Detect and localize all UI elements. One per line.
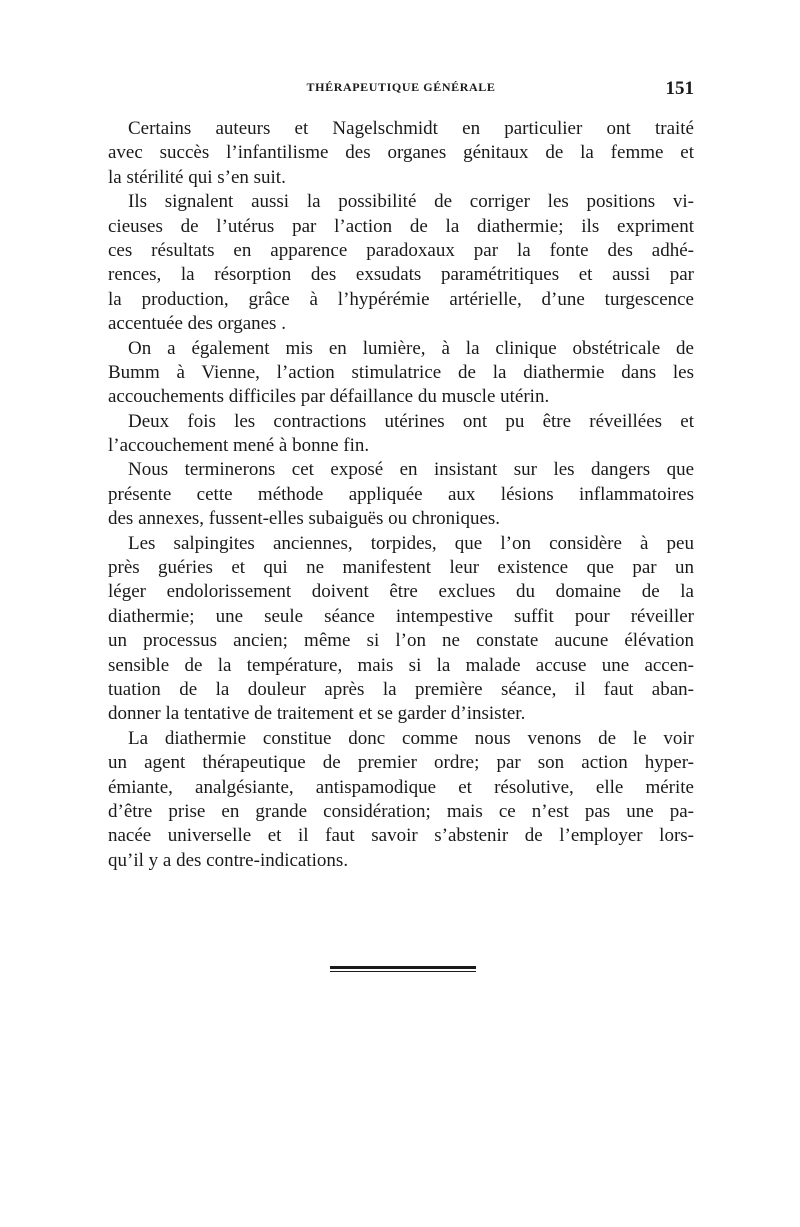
text-line: un processus ancien; même si l’on ne constate aucune élévation (108, 630, 694, 652)
body-text (108, 117, 694, 873)
text-line: cieuses de l’utérus par l’action de la diathermie; ils expriment (108, 215, 694, 237)
paragraph-5 (108, 458, 694, 531)
text-line: ces résultats en apparence paradoxaux par la fonte des adhé- (108, 239, 694, 261)
text-line: léger endolorissement doivent être exclues du domaine de la (108, 581, 694, 603)
text-line: Nous terminerons cet exposé en insistant sur les dangers que (128, 459, 694, 481)
text-line: Deux fois les contractions utérines ont pu être réveillées et (128, 410, 694, 432)
text-line: près guéries et qui ne manifestent leur existence que par un (108, 557, 694, 579)
text-line: accentuée des organes . (108, 313, 286, 335)
text-line: diathermie; une seule séance intempestive suffit pour réveiller (108, 605, 694, 627)
rule-thin-line (330, 971, 476, 972)
text-line: tuation de la douleur après la première séance, il faut aban- (108, 678, 694, 700)
text-line: qu’il y a des contre-indications. (108, 849, 349, 871)
paragraph-3 (108, 337, 694, 410)
running-head (108, 78, 694, 100)
text-line: présente cette méthode appliquée aux lésions inflammatoires (108, 483, 694, 505)
text-line: donner la tentative de traitement et se garder d’insister. (108, 703, 526, 725)
text-line: Bumm à Vienne, l’action stimulatrice de la diathermie dans les (108, 361, 694, 383)
text-line: Certains auteurs et Nagelschmidt en particulier ont traité (128, 118, 694, 139)
text-line: émiante, analgésiante, antispamodique et résolutive, elle mérite (108, 776, 694, 798)
text-line: Ils signalent aussi la possibilité de corriger les positions vi- (128, 191, 694, 213)
text-line: On a également mis en lumière, à la clinique obstétricale de (128, 337, 694, 359)
text-line: sensible de la température, mais si la malade accuse une accen- (108, 654, 694, 676)
text-line: La diathermie constitue donc comme nous venons de le voir (128, 727, 694, 749)
running-title: THÉRAPEUTIQUE GÉNÉRALE (306, 80, 496, 94)
end-of-chapter-rule (330, 966, 476, 972)
paragraph-4 (108, 410, 694, 459)
text-line: d’être prise en grande considération; mais ce n’est pas une pa- (108, 800, 694, 822)
text-line: un agent thérapeutique de premier ordre; par son action hyper- (108, 752, 694, 774)
text-line: des annexes, fussent-elles subaiguës ou chroniques. (108, 508, 501, 530)
rule-thick-line (330, 966, 476, 969)
page-number: 151 (665, 78, 694, 99)
paragraph-1 (108, 117, 694, 190)
text-line: la stérilité qui s’en suit. (108, 166, 286, 188)
text-line: nacée universelle et il faut savoir s’abstenir de l’employer lors- (108, 825, 694, 847)
text-line: l’accouchement mené à bonne fin. (108, 435, 370, 457)
text-line: accouchements difficiles par défaillance du muscle utérin. (108, 386, 550, 408)
paragraph-7 (108, 727, 694, 873)
paragraph-6 (108, 532, 694, 727)
text-line: avec succès l’infantilisme des organes génitaux de la femme et (108, 142, 694, 164)
text-line: Les salpingites anciennes, torpides, que l’on considère à peu (128, 532, 694, 554)
text-line: rences, la résorption des exsudats paramétritiques et aussi par (108, 264, 694, 286)
text-line: la production, grâce à l’hypérémie artérielle, d’une turgescence (108, 288, 694, 310)
paragraph-2 (108, 190, 694, 336)
